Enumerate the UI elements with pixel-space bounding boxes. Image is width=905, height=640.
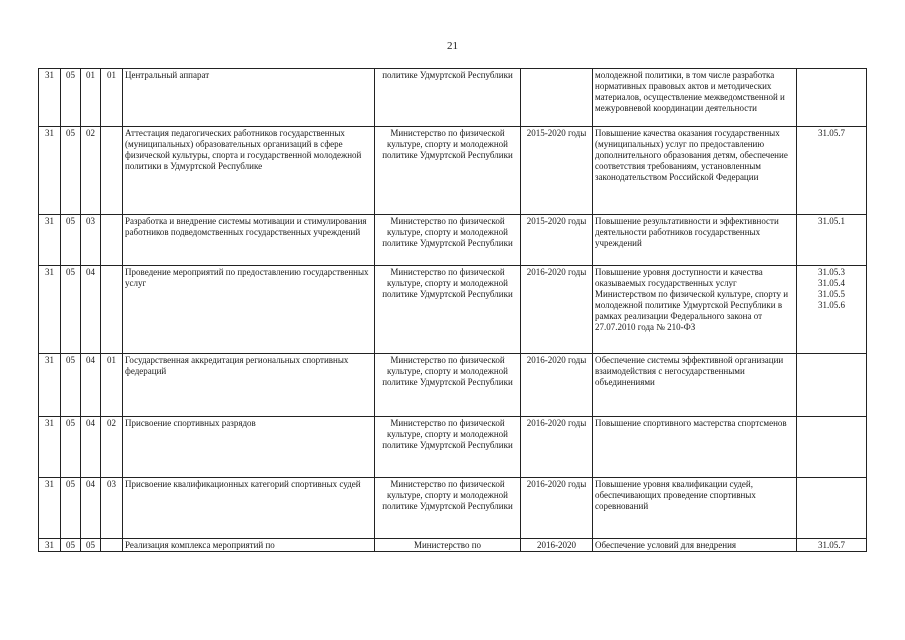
subprogram-code-cell: 05 [61,127,81,215]
activity-name-cell: Аттестация педагогических работников государственных (муниципальных) образовательных организаций в сфере физической культуры, спорта и государственной молодежной политики в Удмуртской Республике [123,127,375,215]
activity-code-cell [101,539,123,552]
program-code-cell: 31 [39,478,61,539]
execution-period-cell [521,69,593,127]
indicator-code: 31.05.7 [818,540,845,550]
expected-result-cell: Повышение спортивного мастерства спортсменов [593,417,797,478]
activity-code-cell [101,266,123,354]
expected-result-cell: молодежной политики, в том числе разработка нормативных правовых актов и методических материалов, осуществление межведомственной и межуровневой координации деятельности [593,69,797,127]
activity-name-cell: Разработка и внедрение системы мотивации и стимулирования работников подведомственных государственных учреждений [123,215,375,266]
indicator-code: 31.05.3 [818,267,845,277]
execution-period-cell: 2016-2020 годы [521,417,593,478]
main-activity-code-cell: 04 [81,478,101,539]
program-code-cell: 31 [39,539,61,552]
activity-code-cell: 01 [101,69,123,127]
main-activity-code-cell: 04 [81,417,101,478]
target-indicators-cell [797,266,867,354]
expected-result-cell: Повышение уровня квалификации судей, обеспечивающих проведение спортивных соревнований [593,478,797,539]
target-indicators-cell [797,539,867,552]
execution-period-cell: 2016-2020 годы [521,354,593,417]
activity-code-cell [101,215,123,266]
responsible-executor-cell: Министерство по физической культуре, спорту и молодежной политике Удмуртской Республики [375,127,521,215]
responsible-executor-cell: политике Удмуртской Республики [375,69,521,127]
target-indicators-cell [797,69,867,127]
subprogram-code-cell: 05 [61,354,81,417]
main-activity-code-cell: 04 [81,266,101,354]
expected-result-cell: Повышение качества оказания государственных (муниципальных) услуг по предоставлению дополнительного образования детям, обеспечение соответствия требованиям, установленным законодательством Российской Федерации [593,127,797,215]
subprogram-code-cell: 05 [61,69,81,127]
indicator-code: 31.05.1 [818,216,845,226]
activity-name-cell: Реализация комплекса мероприятий по [123,539,375,552]
subprogram-code-cell: 05 [61,539,81,552]
table-body [39,69,867,552]
target-indicators-cell [797,417,867,478]
table-row [39,215,867,266]
program-code-cell: 31 [39,417,61,478]
table-row [39,127,867,215]
expected-result-cell: Обеспечение условий для внедрения [593,539,797,552]
responsible-executor-cell: Министерство по физической культуре, спорту и молодежной политике Удмуртской Республики [375,266,521,354]
program-code-cell: 31 [39,266,61,354]
target-indicators-cell [797,127,867,215]
expected-result-cell: Повышение результативности и эффективности деятельности работников государственных учреждений [593,215,797,266]
page-number: 21 [447,40,458,52]
subprogram-code-cell: 05 [61,417,81,478]
responsible-executor-cell: Министерство по [375,539,521,552]
program-code-cell: 31 [39,69,61,127]
target-indicators-cell [797,354,867,417]
activity-name-cell: Государственная аккредитация региональных спортивных федераций [123,354,375,417]
activity-name-cell: Присвоение спортивных разрядов [123,417,375,478]
main-activity-code-cell: 01 [81,69,101,127]
indicator-code: 31.05.4 [818,278,845,288]
responsible-executor-cell: Министерство по физической культуре, спорту и молодежной политике Удмуртской Республики [375,215,521,266]
table-row [39,69,867,127]
table-row [39,266,867,354]
execution-period-cell: 2015-2020 годы [521,215,593,266]
responsible-executor-cell: Министерство по физической культуре, спорту и молодежной политике Удмуртской Республики [375,354,521,417]
execution-period-cell: 2015-2020 годы [521,127,593,215]
activity-code-cell: 02 [101,417,123,478]
main-activity-code-cell: 04 [81,354,101,417]
subprogram-code-cell: 05 [61,266,81,354]
program-code-cell: 31 [39,354,61,417]
target-indicators-cell [797,215,867,266]
execution-period-cell: 2016-2020 годы [521,266,593,354]
responsible-executor-cell: Министерство по физической культуре, спорту и молодежной политике Удмуртской Республики [375,478,521,539]
main-activity-code-cell: 05 [81,539,101,552]
activity-name-cell: Присвоение квалификационных категорий спортивных судей [123,478,375,539]
program-activities-table [38,68,867,552]
indicator-code: 31.05.7 [818,128,845,138]
program-code-cell: 31 [39,127,61,215]
main-activity-code-cell: 03 [81,215,101,266]
indicator-code: 31.05.6 [818,300,845,310]
table-row [39,478,867,539]
table-row [39,354,867,417]
target-indicators-cell [797,478,867,539]
activity-code-cell: 01 [101,354,123,417]
program-code-cell: 31 [39,215,61,266]
indicator-code: 31.05.5 [818,289,845,299]
table-row [39,417,867,478]
execution-period-cell: 2016-2020 годы [521,478,593,539]
table-row [39,539,867,552]
activity-code-cell: 03 [101,478,123,539]
expected-result-cell: Обеспечение системы эффективной организации взаимодействия с негосударственными объединениями [593,354,797,417]
activity-code-cell [101,127,123,215]
activity-name-cell: Проведение мероприятий по предоставлению государственных услуг [123,266,375,354]
activity-name-cell: Центральный аппарат [123,69,375,127]
responsible-executor-cell: Министерство по физической культуре, спорту и молодежной политике Удмуртской Республики [375,417,521,478]
main-activity-code-cell: 02 [81,127,101,215]
subprogram-code-cell: 05 [61,478,81,539]
subprogram-code-cell: 05 [61,215,81,266]
execution-period-cell: 2016-2020 [521,539,593,552]
expected-result-cell: Повышение уровня доступности и качества оказываемых государственных услуг Министерством по физической культуре, спорту и молодежной политике Удмуртской Республики в рамках реализации Федерального закона от 27.07.2010 года № 210-ФЗ [593,266,797,354]
